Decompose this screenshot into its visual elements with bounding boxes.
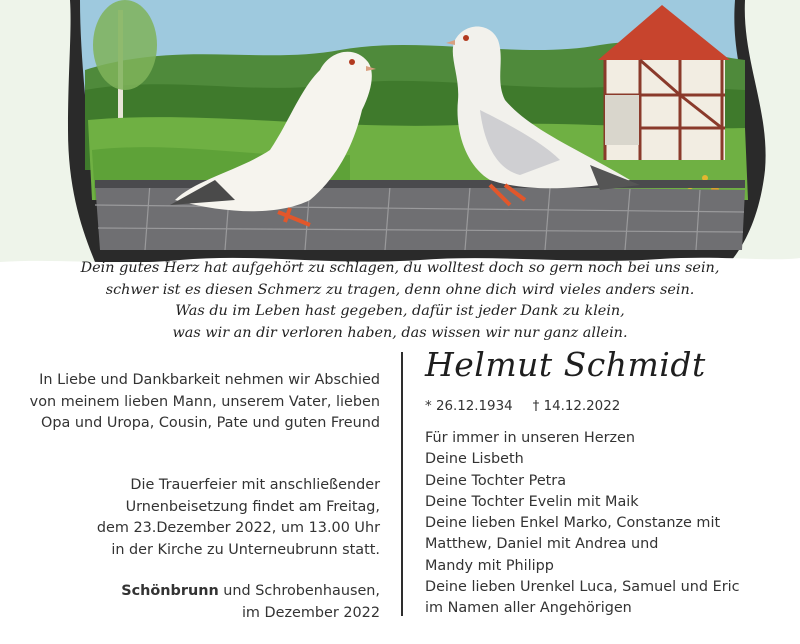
poem-line: Dein gutes Herz hat aufgehört zu schlagen, du wolltest doch so gern noch bei uns sein, (80, 260, 720, 276)
deceased-name: Helmut Schmidt (425, 345, 706, 384)
mourner-line: Deine lieben Enkel Marko, Constanze mit (425, 515, 721, 532)
ceremony-line: Die Trauerfeier mit anschließender (130, 477, 380, 493)
mourners-list (425, 428, 740, 620)
funeral-details (97, 475, 380, 561)
life-dates (425, 399, 640, 414)
mourner-line: Deine Lisbeth (425, 451, 524, 468)
place-line (121, 581, 380, 603)
poem-line: schwer ist es diesen Schmerz zu tragen, denn ohne dich wird vieles anders sein. (105, 281, 695, 298)
mourner-line: Deine lieben Urenkel Luca, Samuel und Eric (425, 579, 740, 596)
town-name: Schönbrunn (121, 583, 219, 599)
ceremony-line: dem 23.Dezember 2022, um 13.00 Uhr (96, 520, 380, 537)
farewell-intro (30, 370, 380, 435)
doves-painting (0, 0, 800, 272)
town-rest: und Schrobenhausen, (218, 583, 380, 599)
birth-date: * 26.12.1934 (425, 399, 513, 414)
place-and-date (121, 581, 380, 624)
mourner-line: Deine Tochter Petra (425, 472, 567, 489)
column-divider (401, 352, 403, 616)
mourner-line: Mandy mit Philipp (425, 557, 554, 574)
mourner-line: im Namen aller Angehörigen (425, 600, 632, 617)
notice-date: im Dezember 2022 (241, 604, 380, 621)
poem-line: was wir an dir verloren haben, das wissen wir nur ganz allein. (172, 324, 628, 341)
intro-line: Opa und Uropa, Cousin, Pate und guten Freund (41, 415, 380, 432)
mourner-line: Matthew, Daniel mit Andrea und (425, 536, 659, 553)
poem (0, 258, 800, 344)
ceremony-line: Urnenbeisetzung findet am Freitag, (125, 498, 380, 515)
mourner-line: Für immer in unseren Herzen (425, 430, 636, 446)
intro-line: In Liebe und Dankbarkeit nehmen wir Abschied (39, 372, 380, 388)
death-date: † 14.12.2022 (532, 399, 621, 414)
intro-line: von meinem lieben Mann, unserem Vater, lieben (29, 393, 380, 410)
poem-line: Was du im Leben hast gegeben, dafür ist jeder Dank zu klein, (175, 303, 625, 319)
ceremony-line: in der Kirche zu Unterneubrunn statt. (111, 541, 380, 558)
mourner-line: Deine Tochter Evelin mit Maik (425, 493, 639, 510)
